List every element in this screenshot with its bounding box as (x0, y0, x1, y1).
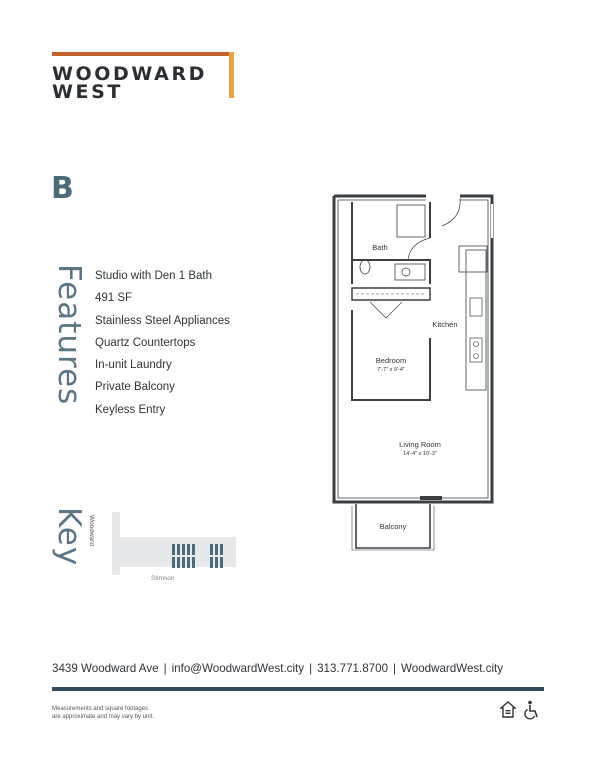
logo-wordmark-line1: WOODWARD (52, 63, 208, 85)
accessibility-icon (523, 700, 539, 720)
room-label-balcony: Balcony (379, 522, 407, 531)
key-street-woodward: Woodward (88, 515, 95, 546)
footer-email[interactable]: info@WoodwardWest.city (171, 662, 305, 675)
entry-door (442, 198, 460, 226)
sink-icon (470, 298, 482, 316)
bedroom-wall (352, 310, 430, 400)
toilet-icon (360, 260, 370, 274)
logo-accent-side (229, 52, 234, 98)
kitchen-counter (466, 250, 486, 390)
room-label-living: Living Room (399, 440, 441, 449)
feature-item: In-unit Laundry (95, 359, 172, 372)
key-street-stimson: Stimson (151, 575, 175, 582)
key-heading: Key (51, 507, 87, 567)
features-heading: Features (51, 264, 87, 406)
footer-website[interactable]: WoodwardWest.city (401, 662, 504, 675)
key-site-map (88, 505, 248, 585)
disclaimer-text (52, 705, 252, 721)
feature-item: Keyless Entry (95, 403, 166, 416)
footer-phone[interactable]: 313.771.8700 (317, 662, 389, 675)
footer-separator: | (163, 662, 167, 675)
features-list (95, 269, 230, 425)
shower-icon (397, 205, 425, 237)
footer-divider (52, 687, 544, 691)
equal-housing-icon (500, 701, 516, 719)
unit-type-letter: B (51, 171, 74, 206)
room-label-bedroom: Bedroom (375, 356, 407, 365)
disclaimer-line2: are approximate and may vary by unit. (52, 714, 155, 720)
footer-separator: | (393, 662, 397, 675)
feature-item: Studio with Den 1 Bath (95, 270, 212, 282)
feature-item: Quartz Countertops (95, 336, 196, 349)
logo-accent-top (52, 52, 233, 56)
room-dims-living: 14'-4" x 10'-3" (403, 451, 437, 457)
room-label-bath: Bath (372, 243, 388, 252)
feature-item: Private Balcony (95, 381, 175, 394)
room-label-kitchen: Kitchen (432, 320, 458, 329)
footer-address: 3439 Woodward Ave (52, 662, 159, 675)
footer-contact-line (52, 662, 503, 675)
feature-item: Stainless Steel Appliances (95, 314, 230, 327)
logo-wordmark-line2: WEST (52, 81, 123, 103)
disclaimer-line1: Measurements and square footages (52, 706, 149, 712)
footer-separator: | (309, 662, 313, 675)
room-dims-bedroom: 7'-7" x 9'-4" (377, 367, 405, 373)
feature-item: 491 SF (95, 292, 133, 305)
floorplan-drawing (330, 188, 510, 558)
